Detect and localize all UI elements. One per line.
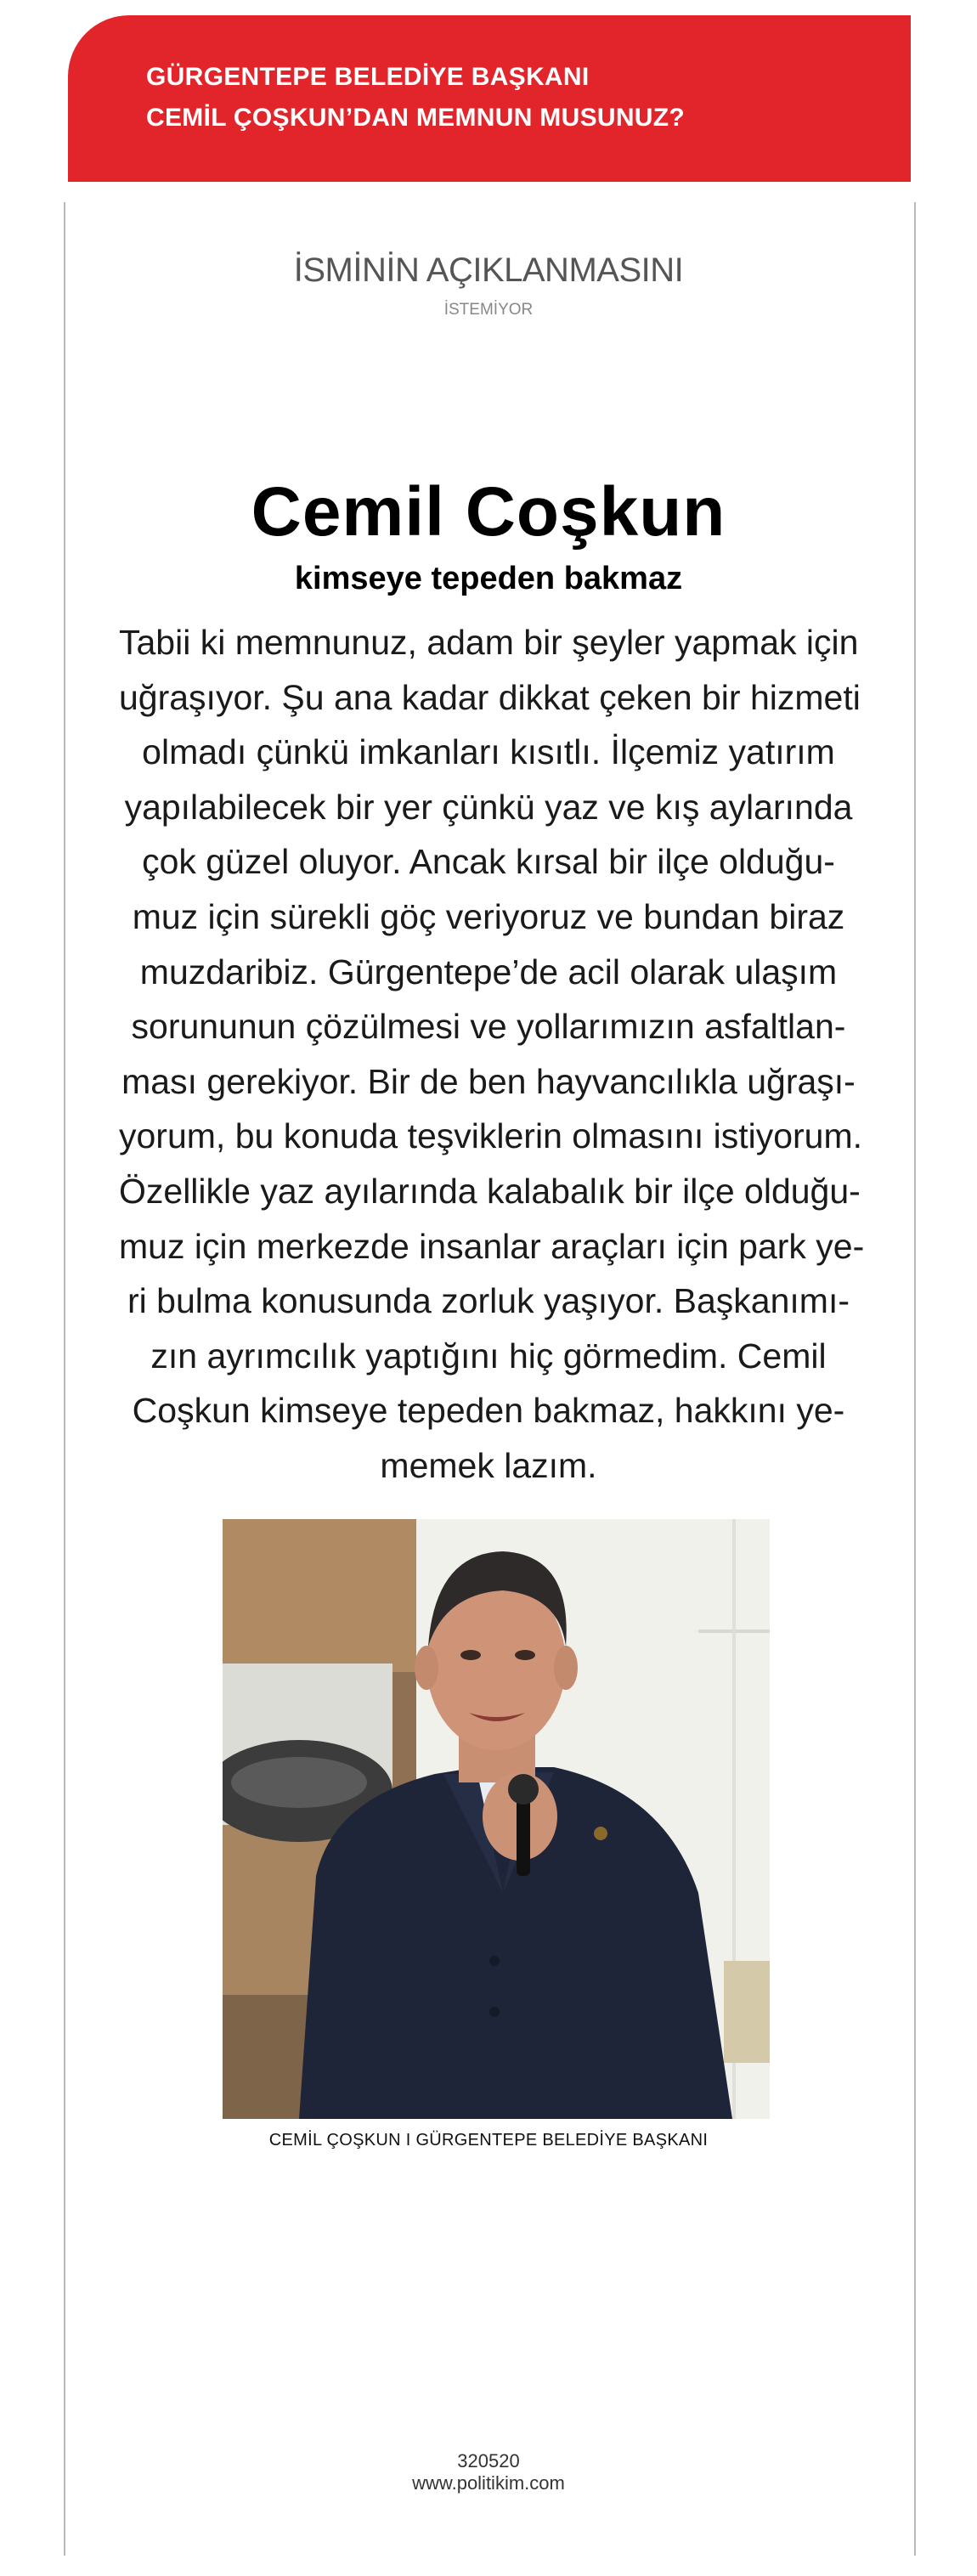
body-line: olmadı çünkü imkanları kısıtlı. İlçemiz yatırım: [142, 732, 835, 772]
respondent-name: İSMİNİN AÇIKLANMASINI: [293, 251, 684, 289]
respondent-note: İSTEMİYOR: [443, 301, 534, 319]
article-headline: Cemil Coşkun: [251, 473, 726, 551]
body-line: yorum, bu konuda teşviklerin olmasını istiyorum.: [119, 1116, 863, 1156]
body-line: Coşkun kimseye tepeden bakmaz, hakkını ye-: [132, 1391, 845, 1431]
photo-caption: CEMİL ÇOŞKUN I GÜRGENTEPE BELEDİYE BAŞKANI: [268, 2131, 709, 2149]
header-title-line2: CEMİL ÇOŞKUN’DAN MEMNUN MUSUNUZ?: [146, 104, 686, 132]
right-border-line: [914, 202, 916, 2556]
mayor-photo: [223, 1519, 770, 2119]
body-line: muz için merkezde insanlar araçları için park ye-: [119, 1226, 865, 1266]
body-line: memek lazım.: [380, 1445, 597, 1485]
body-line: Tabii ki memnunuz, adam bir şeyler yapmak için: [119, 623, 859, 662]
body-line: muz için sürekli göç veriyoruz ve bundan biraz: [132, 896, 845, 936]
body-line: sorununun çözülmesi ve yollarımızın asfaltlan-: [131, 1007, 846, 1047]
page-code: 320520: [457, 2450, 520, 2471]
left-border-line: [64, 202, 65, 2556]
body-line: yapılabilecek bir yer çünkü yaz ve kış aylarında: [124, 787, 853, 827]
article-body: [119, 615, 865, 1494]
body-line: ri bulma konusunda zorluk yaşıyor. Başkanımı-: [127, 1281, 850, 1321]
body-line: Özellikle yaz ayılarında kalabalık bir ilçe olduğu-: [119, 1171, 861, 1211]
body-line: zın ayrımcılık yaptığını hiç görmedim. Cemil: [150, 1336, 827, 1376]
header-title-line1: GÜRGENTEPE BELEDİYE BAŞKANI: [146, 63, 590, 91]
header-banner: [68, 15, 911, 182]
body-line: uğraşıyor. Şu ana kadar dikkat çeken bir hizmeti: [119, 677, 861, 717]
article-subheadline: kimseye tepeden bakmaz: [294, 561, 683, 596]
website-link[interactable]: www.politikim.com: [412, 2472, 565, 2494]
body-line: muzdaribiz. Gürgentepe’de acil olarak ulaşım: [139, 952, 838, 991]
body-line: ması gerekiyor. Bir de ben hayvancılıkla uğraşı-: [121, 1061, 856, 1101]
body-line: çok güzel oluyor. Ancak kırsal bir ilçe olduğu-: [142, 842, 835, 882]
